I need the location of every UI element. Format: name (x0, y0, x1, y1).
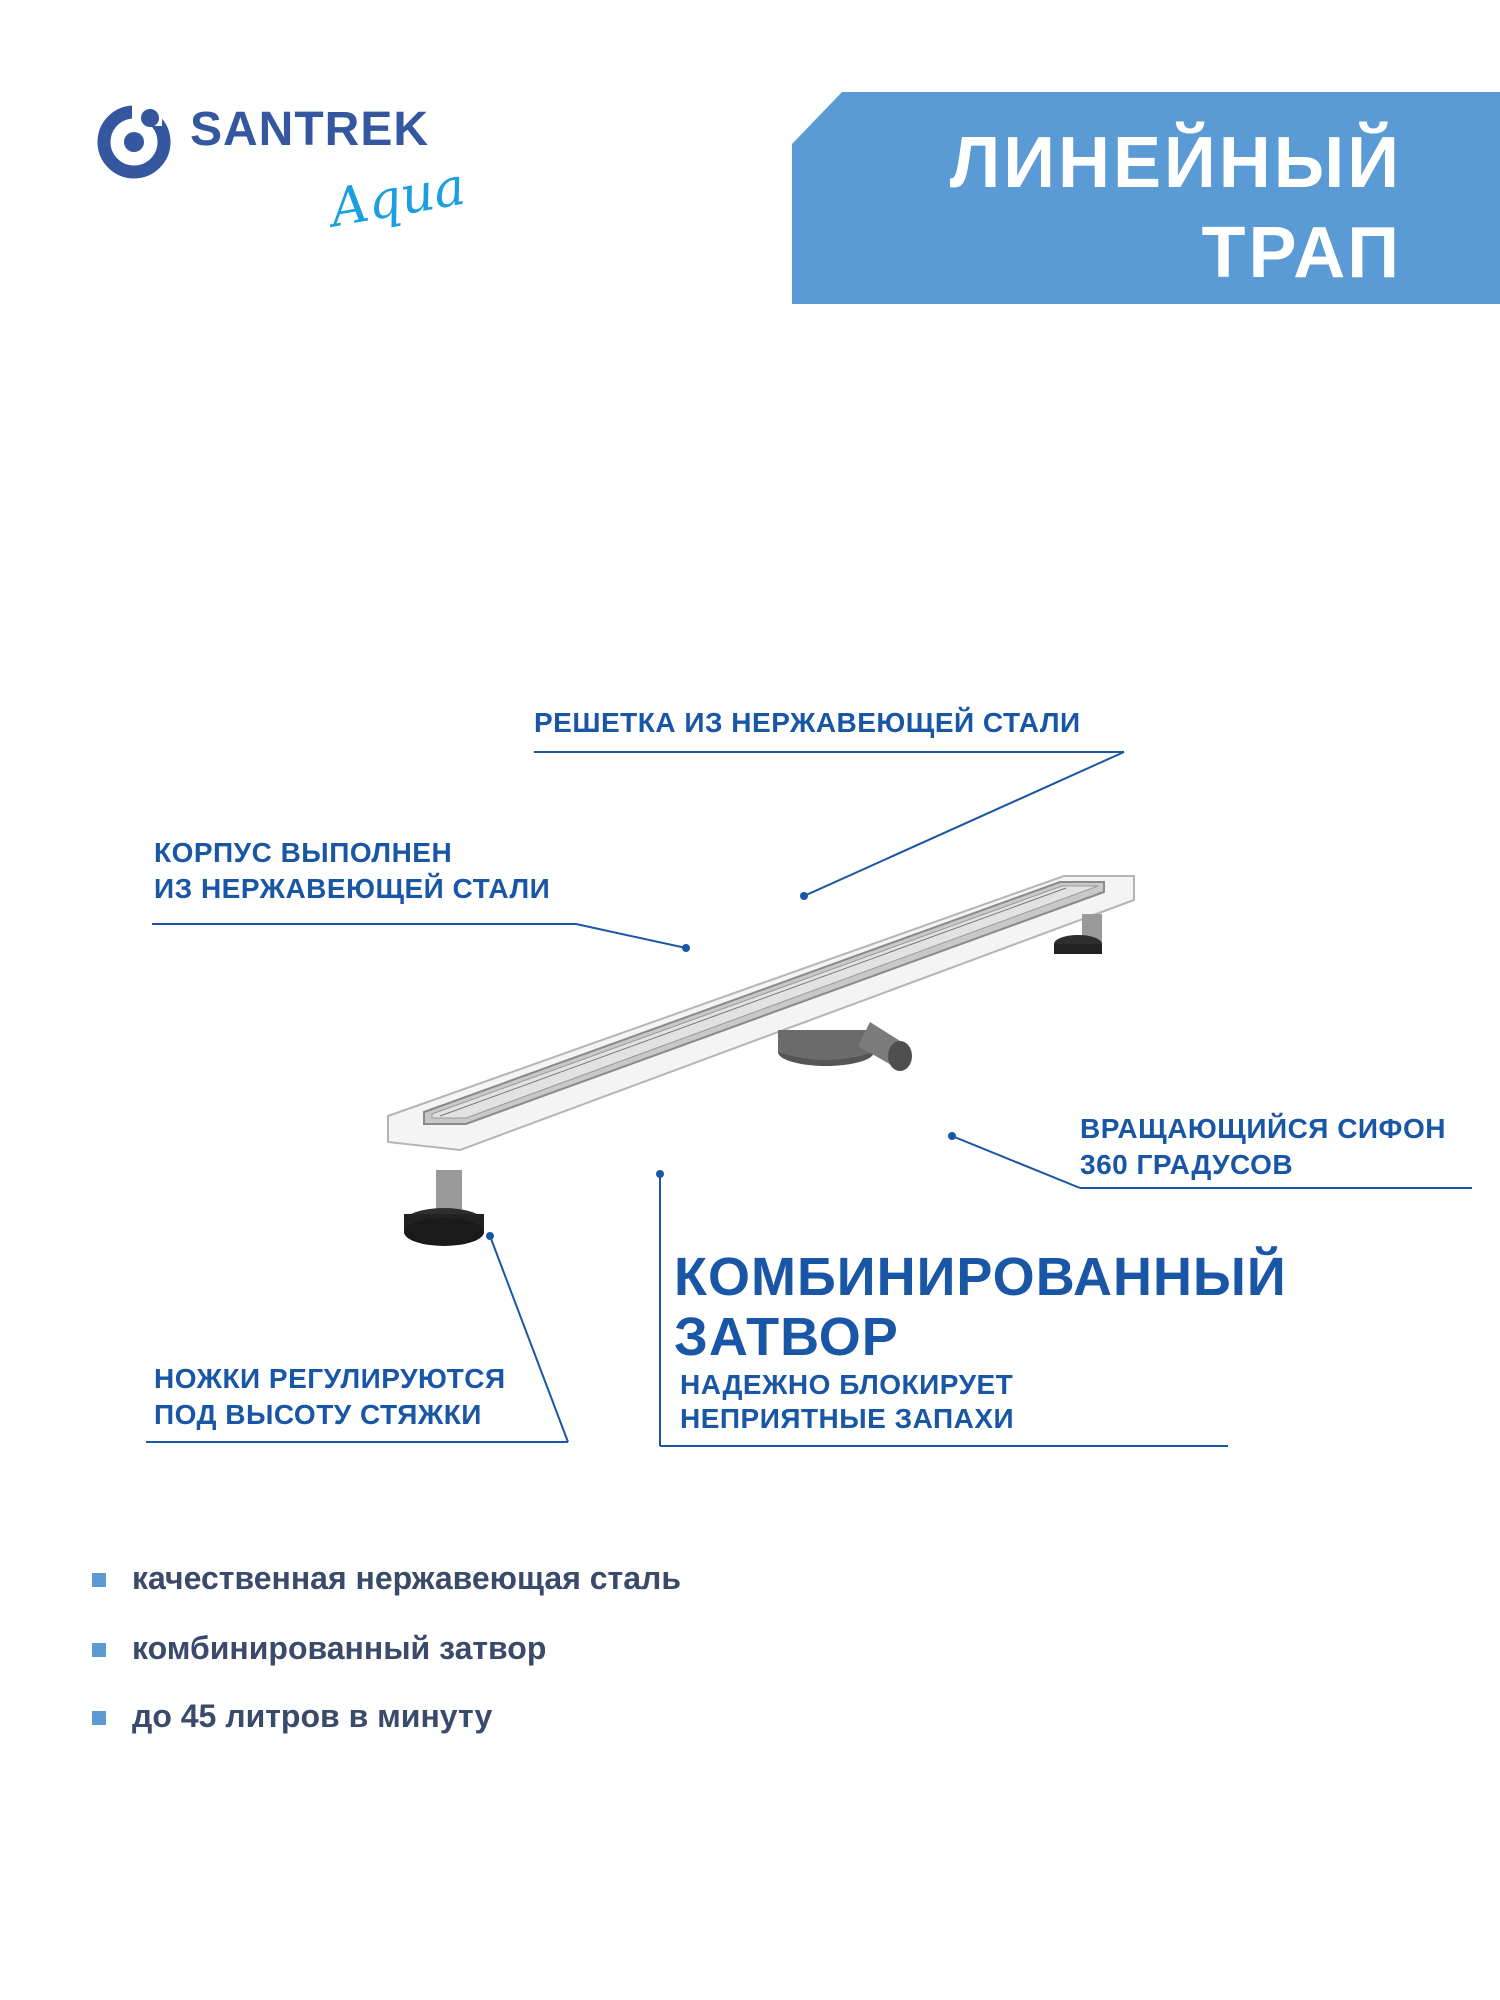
callout-legs-line-1: НОЖКИ РЕГУЛИРУЮТСЯ (154, 1363, 506, 1394)
feature-item (92, 1626, 546, 1670)
callout-legs-line-2: ПОД ВЫСОТУ СТЯЖКИ (154, 1399, 482, 1430)
brand-name: SANTREK (190, 103, 430, 156)
title-line-2: ТРАП (1201, 213, 1402, 293)
callout-body-line-1: КОРПУС ВЫПОЛНЕН (154, 837, 453, 868)
callout-shutter-title-1: КОМБИНИРОВАННЫЙ (674, 1247, 1287, 1307)
callout-shutter-desc-1: НАДЕЖНО БЛОКИРУЕТ (680, 1369, 1014, 1400)
feature-item (92, 1694, 492, 1738)
feature-text: качественная нержавеющая сталь (132, 1559, 682, 1596)
feature-text: комбинированный затвор (132, 1629, 547, 1666)
title-line-1: ЛИНЕЙНЫЙ (949, 123, 1402, 203)
bullet-square-icon (92, 1711, 106, 1725)
feature-item (92, 1556, 681, 1600)
callout-grate: РЕШЕТКА ИЗ НЕРЖАВЕЮЩЕЙ СТАЛИ (534, 707, 1081, 738)
bullet-square-icon (92, 1573, 106, 1587)
callout-siphon-line-1: ВРАЩАЮЩИЙСЯ СИФОН (1080, 1113, 1446, 1144)
callout-shutter-desc-2: НЕПРИЯТНЫЕ ЗАПАХИ (680, 1403, 1015, 1434)
callout-siphon-line-2: 360 ГРАДУСОВ (1080, 1149, 1294, 1180)
callout-shutter-title-2: ЗАТВОР (674, 1307, 899, 1367)
bullet-square-icon (92, 1643, 106, 1657)
callout-body-line-2: ИЗ НЕРЖАВЕЮЩЕЙ СТАЛИ (154, 873, 551, 904)
feature-text: до 45 литров в минуту (132, 1697, 493, 1734)
brand-sub: Aqua (325, 156, 470, 240)
